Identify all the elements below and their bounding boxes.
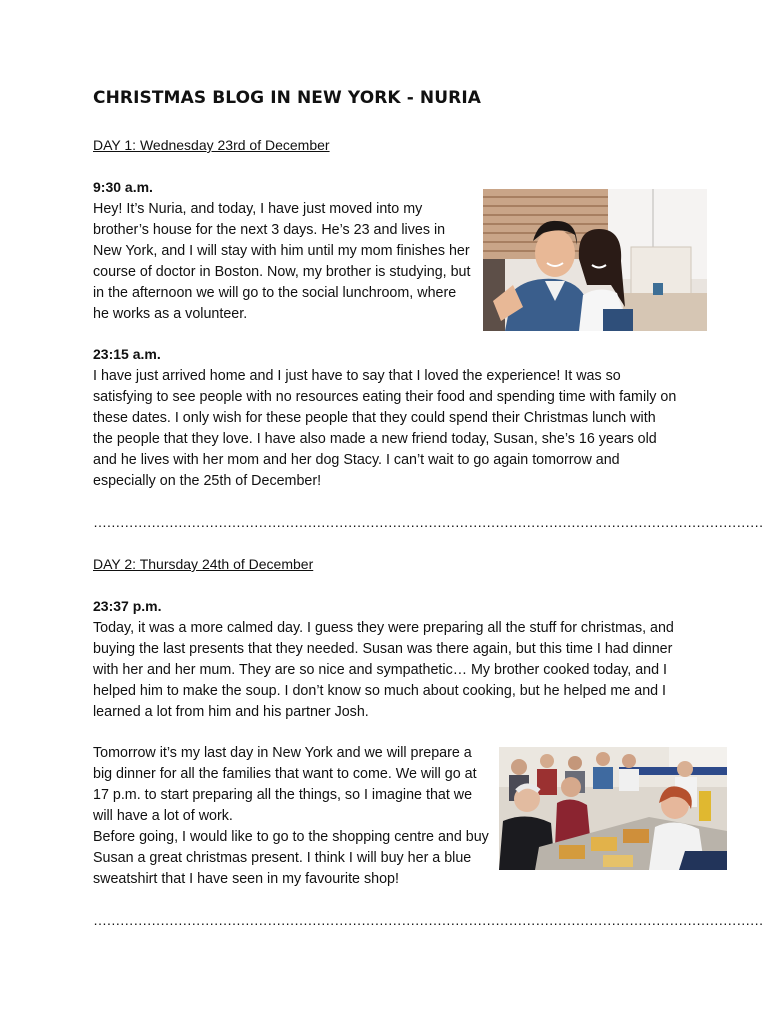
entry-text: I have just arrived home and I just have to say that I loved the experience! It was so satisfying to see people with no resources eating their food and spending time with family on these dates. I only wish for these people that they could spend their Christmas lunch with the people that they love. I have also made a new friend today, Susan, she’s 16 years old and he lives with her mom and her dog Stacy. I can’t wait to go again tomorrow and especially on the 25th of December! (93, 368, 677, 489)
entry-time: 23:37 p.m. (93, 598, 162, 614)
entry-time: 9:30 a.m. (93, 179, 153, 195)
entry-text: Hey! It’s Nuria, and today, I have just moved into my brother’s house for the next 3 days. He’s 23 and lives in New York, and I will stay with him until my mom finishes her course of doctor in Boston. Now, my brother is studying, but in the afternoon we will go to the social lunchroom, where he works as a volunteer. (93, 201, 471, 322)
couple-selfie-photo (483, 189, 707, 331)
paragraph: Before going, I would like to go to the shopping centre and buy Susan a great christmas present. I think I will buy her a blue sweatshirt that I have seen in my favourite shop! (93, 829, 489, 887)
dotted-separator: …………………………………………………………………………………………………………………………………… (93, 514, 764, 530)
day2-heading: DAY 2: Thursday 24th of December (93, 556, 314, 572)
volunteers-serving-photo (499, 747, 727, 870)
dotted-separator: …………………………………………………………………………………………………………………………………… (93, 912, 764, 928)
day1-heading: DAY 1: Wednesday 23rd of December (93, 137, 330, 153)
entry-time: 23:15 a.m. (93, 346, 161, 362)
paragraph: Tomorrow it’s my last day in New York and we will prepare a big dinner for all the families that want to come. We will go at 17 p.m. to start preparing all the things, so I imagine that we will have a lot of work. (93, 745, 477, 824)
page-title: CHRISTMAS BLOG IN NEW YORK - NURIA (93, 88, 481, 108)
entry-text: Today, it was a more calmed day. I guess they were preparing all the stuff for christmas, and buying the last presents that they needed. Susan was there again, but this time I had dinner with her and her mum. They are so nice and sympathetic… My brother cooked today, and I helped him to make the soup. I don’t know so much about cooking, but he helped me and I learned a lot from him and his partner Josh. (93, 620, 674, 720)
blog-page (93, 0, 764, 1024)
